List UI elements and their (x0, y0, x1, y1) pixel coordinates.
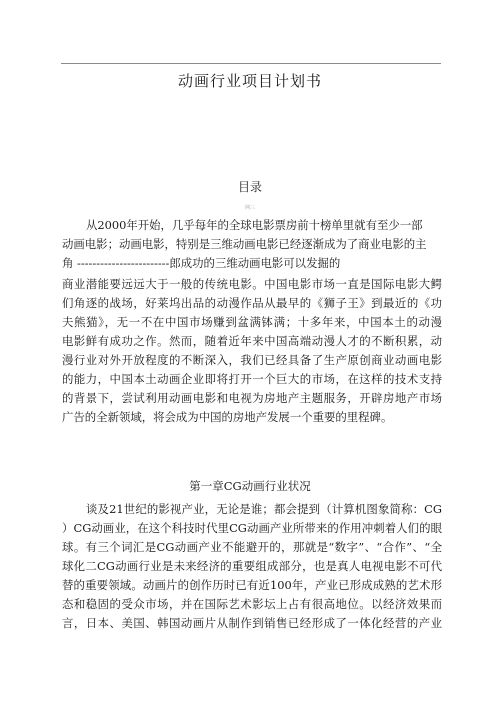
intro-line: 广告的全新领域，将会成为中国的房地产发展一个重要的里程碑。 (62, 410, 393, 424)
intro-line: 角 ------------------------郎成功的三维动画电影可以发掘的 (62, 256, 341, 270)
chapter-line: 球。有三个词汇是CG动画产业不能避开的，那就是“数字”、“合作”、“全 (62, 540, 442, 554)
chapter-line: 替的重要领域。动画片的创作历时已有近100年，产业已形成成熟的艺术形 (62, 578, 442, 592)
intro-line: 漫行业对外开放程度的不断深入，我们已经具备了生产原创商业动画电影 (62, 353, 442, 367)
chapter-heading: 第一章CG动画行业状况 (189, 479, 311, 493)
document-title: 动画行业项目计划书 (177, 72, 322, 90)
chapter-line: 谈及21世纪的影视产业，无论是谁；都会提到（计算机图象简称：CG (86, 502, 442, 516)
chapter-line: 言，日本、美国、韩国动画片从制作到销售已经形成了一体化经营的产业 (62, 616, 442, 630)
intro-line: 从2000年开始，几乎每年的全球电影票房前十榜单里就有至少一部 (86, 218, 423, 232)
tiny-note: 网三 (244, 205, 255, 211)
intro-line: 的能力，中国本土动画企业即将打开一个巨大的市场，在这样的技术支持 (62, 372, 442, 386)
intro-line: 夫熊猫》，无一不在中国市场赚到盆满钵满；十多年来，中国本土的动漫 (62, 315, 442, 329)
intro-line: 商业潜能要远远大于一般的传统电影。中国电影市场一直是国际电影大鳄 (62, 277, 442, 291)
chapter-line: ）CG动画业，在这个科技时代里CG动画产业所带来的作用冲刺着人们的眼 (62, 521, 442, 535)
toc-heading: 目录 (237, 180, 262, 194)
intro-line: 们角逐的战场，好莱坞出品的动漫作品从最早的《狮子王》到最近的《功 (62, 296, 442, 310)
intro-line: 电影鲜有成功之作。然而，随着近年来中国高端动漫人才的不断积累，动 (62, 334, 442, 348)
chapter-line: 球化二CG动画行业是未来经济的重要组成部分，也是真人电视电影不可代 (62, 559, 442, 573)
header-rule (61, 63, 441, 64)
chapter-line: 态和稳固的受众市场，并在国际艺术影坛上占有很高地位。以经济效果而 (62, 597, 442, 611)
intro-line: 动画电影；动画电影，特别是三维动画电影已经逐渐成为了商业电影的主 (62, 237, 427, 251)
intro-line: 的背景下，尝试利用动画电影和电视为房地产主题服务，开辟房地产市场 (62, 391, 442, 405)
